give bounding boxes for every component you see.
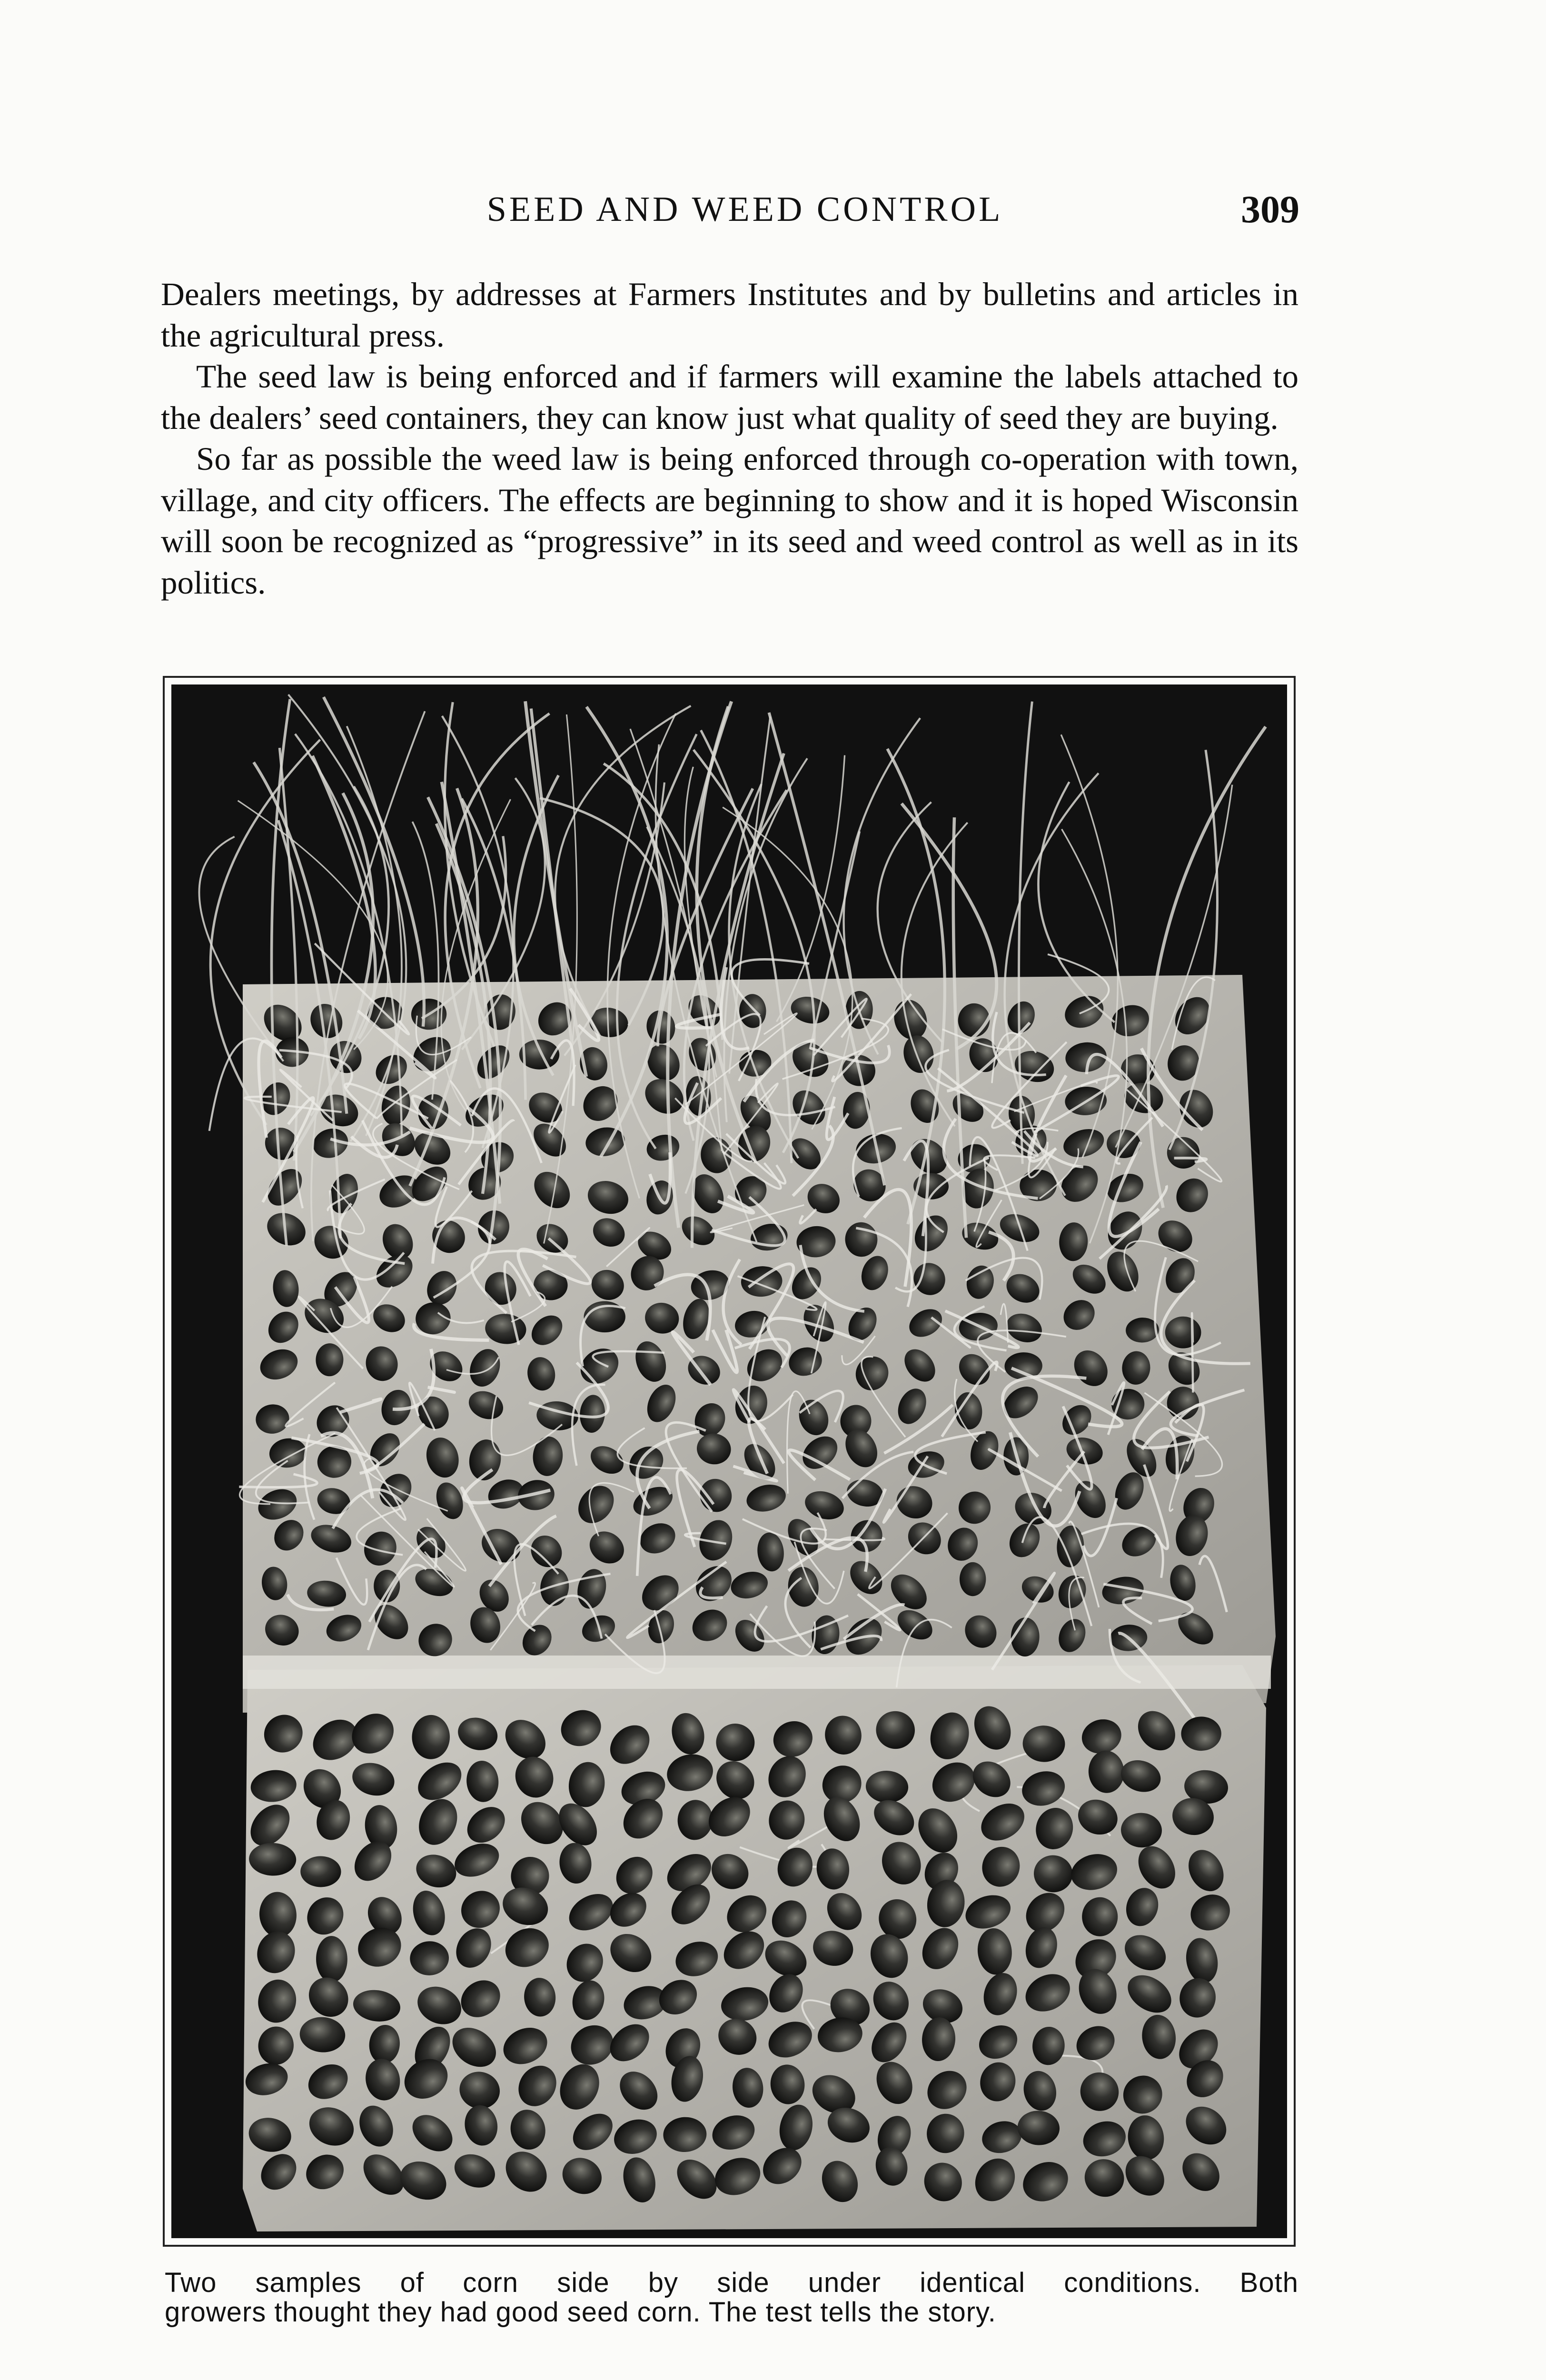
paragraph-2: The seed law is being enforced and if farmers will examine the labels attached to the dealers’ seed containers, they can know just what quality of seed they are buying. — [161, 358, 1298, 436]
sprouted-kernel — [960, 1562, 986, 1597]
sprout — [1192, 1313, 1193, 1393]
body-text — [161, 274, 1298, 603]
photo-illustration — [171, 684, 1287, 2238]
running-head: SEED AND WEED CONTROL — [486, 190, 1003, 229]
paragraph-3: So far as possible the weed law is being enforced through co-operation with town, village, and city officers. The effects are beginning to show and it is hoped Wisconsin will soon be recognized as “progressive” in its seed and weed control as well as in its politics. — [161, 441, 1298, 601]
sprouted-kernel — [1165, 1316, 1201, 1349]
page-header — [162, 188, 1299, 231]
paragraph-1: Dealers meetings, by addresses at Farmers Institutes and by bulletins and articles in the agricultural press. — [161, 276, 1298, 354]
dormant-kernel — [1181, 1716, 1221, 1751]
caption-line-2: growers thought they had good seed corn. The test tells the story. — [165, 2297, 996, 2328]
figure-caption — [165, 2268, 1298, 2327]
caption-line-1: Two samples of corn side by side under identical conditions. Both — [165, 2267, 1298, 2298]
page-number: 309 — [1241, 188, 1299, 231]
corn-germination-photo — [163, 676, 1296, 2247]
